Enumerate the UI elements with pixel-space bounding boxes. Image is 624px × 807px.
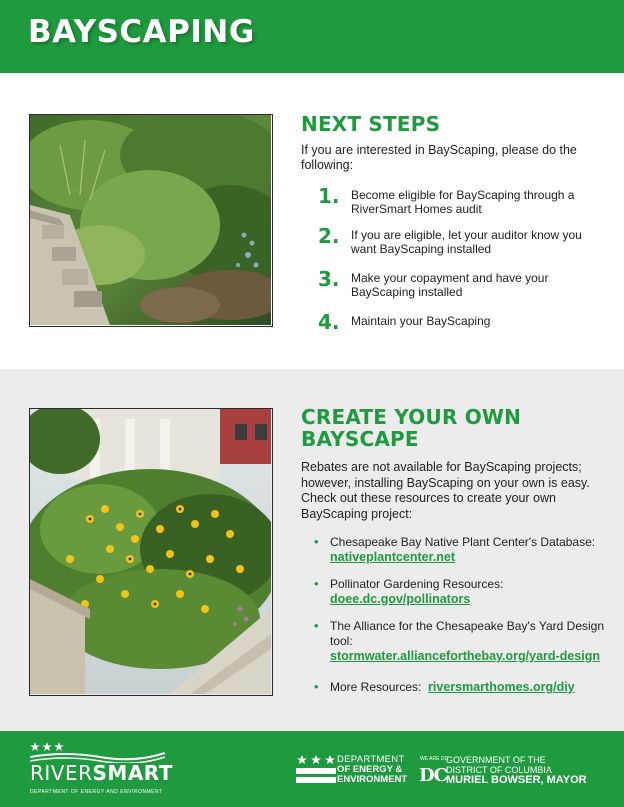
garden-photo-2-image	[30, 409, 271, 694]
dc-flag-icon	[296, 755, 336, 785]
garden-photo-1-image	[30, 115, 271, 325]
step-number: 4.	[318, 310, 340, 334]
resource-item	[314, 577, 614, 609]
step-text: Become eligible for BayScaping through a RiverSmart Homes audit	[351, 188, 575, 216]
bullet-icon: •	[314, 576, 319, 591]
gov-line2: DISTRICT OF COLUMBIA	[446, 765, 552, 775]
doee-line2: OF ENERGY &	[337, 764, 403, 775]
step-number: 1.	[318, 184, 340, 208]
garden-photo-2	[29, 408, 273, 696]
bullet-icon: •	[314, 534, 319, 549]
resource-label: The Alliance for the Chesapeake Bay's Yard Design tool:	[330, 619, 605, 648]
doee-line3: ENVIRONMENT	[337, 774, 408, 785]
resource-item	[314, 680, 614, 697]
resource-link[interactable]: nativeplantcenter.net	[330, 550, 456, 564]
create-intro: Rebates are not available for BayScaping projects; however, installing BayScaping on your own is easy. Check out these resources to create your own BayScaping project:	[301, 460, 590, 521]
resource-label: Chesapeake Bay Native Plant Center's Database:	[330, 535, 596, 549]
dc-mark: DC	[419, 765, 447, 786]
garden-photo-1	[29, 114, 273, 327]
dc-seal-icon	[420, 755, 449, 763]
step-text: Maintain your BayScaping	[351, 314, 491, 328]
step-item	[318, 310, 598, 334]
resource-item	[314, 619, 614, 667]
step-text: Make your copayment and have your BayScaping installed	[351, 271, 549, 299]
create-title-line1: CREATE YOUR OWN	[301, 405, 522, 429]
gov-line1: GOVERNMENT OF THE	[446, 755, 546, 765]
resource-link[interactable]: stormwater.allianceforthebay.org/yard-design	[330, 649, 600, 663]
riversmart-logo-light: RIVER	[30, 761, 93, 785]
step-number: 3.	[318, 267, 340, 291]
riversmart-logo	[30, 761, 173, 785]
bullet-icon: •	[314, 618, 319, 633]
step-number: 2.	[318, 224, 340, 248]
riversmart-stars-icon	[30, 741, 170, 763]
resource-label: More Resources:	[330, 680, 422, 694]
resource-link[interactable]: riversmarthomes.org/diy	[428, 680, 575, 694]
step-item	[318, 184, 598, 218]
page-header	[0, 0, 624, 73]
create-title-line2: BAYSCAPE	[301, 427, 419, 451]
page-title: BAYSCAPING	[28, 14, 255, 50]
resource-link[interactable]: doee.dc.gov/pollinators	[330, 592, 471, 606]
step-item	[318, 267, 598, 301]
step-item	[318, 224, 598, 258]
dc-seal-text: WE ARE DC	[420, 756, 449, 762]
next-steps-title: NEXT STEPS	[301, 112, 441, 136]
riversmart-logo-bold: SMART	[92, 761, 173, 785]
resource-item	[314, 535, 614, 567]
riversmart-subtitle: DEPARTMENT OF ENERGY AND ENVIRONMENT	[30, 789, 163, 795]
step-text: If you are eligible, let your auditor know you want BayScaping installed	[351, 228, 582, 256]
resource-label: Pollinator Gardening Resources:	[330, 577, 504, 591]
next-steps-intro: If you are interested in BayScaping, please do the following:	[301, 143, 577, 172]
gov-line3: MURIEL BOWSER, MAYOR	[446, 774, 587, 786]
page-footer	[0, 731, 624, 807]
bullet-icon: •	[314, 679, 319, 694]
doee-line1: DEPARTMENT	[337, 754, 405, 765]
